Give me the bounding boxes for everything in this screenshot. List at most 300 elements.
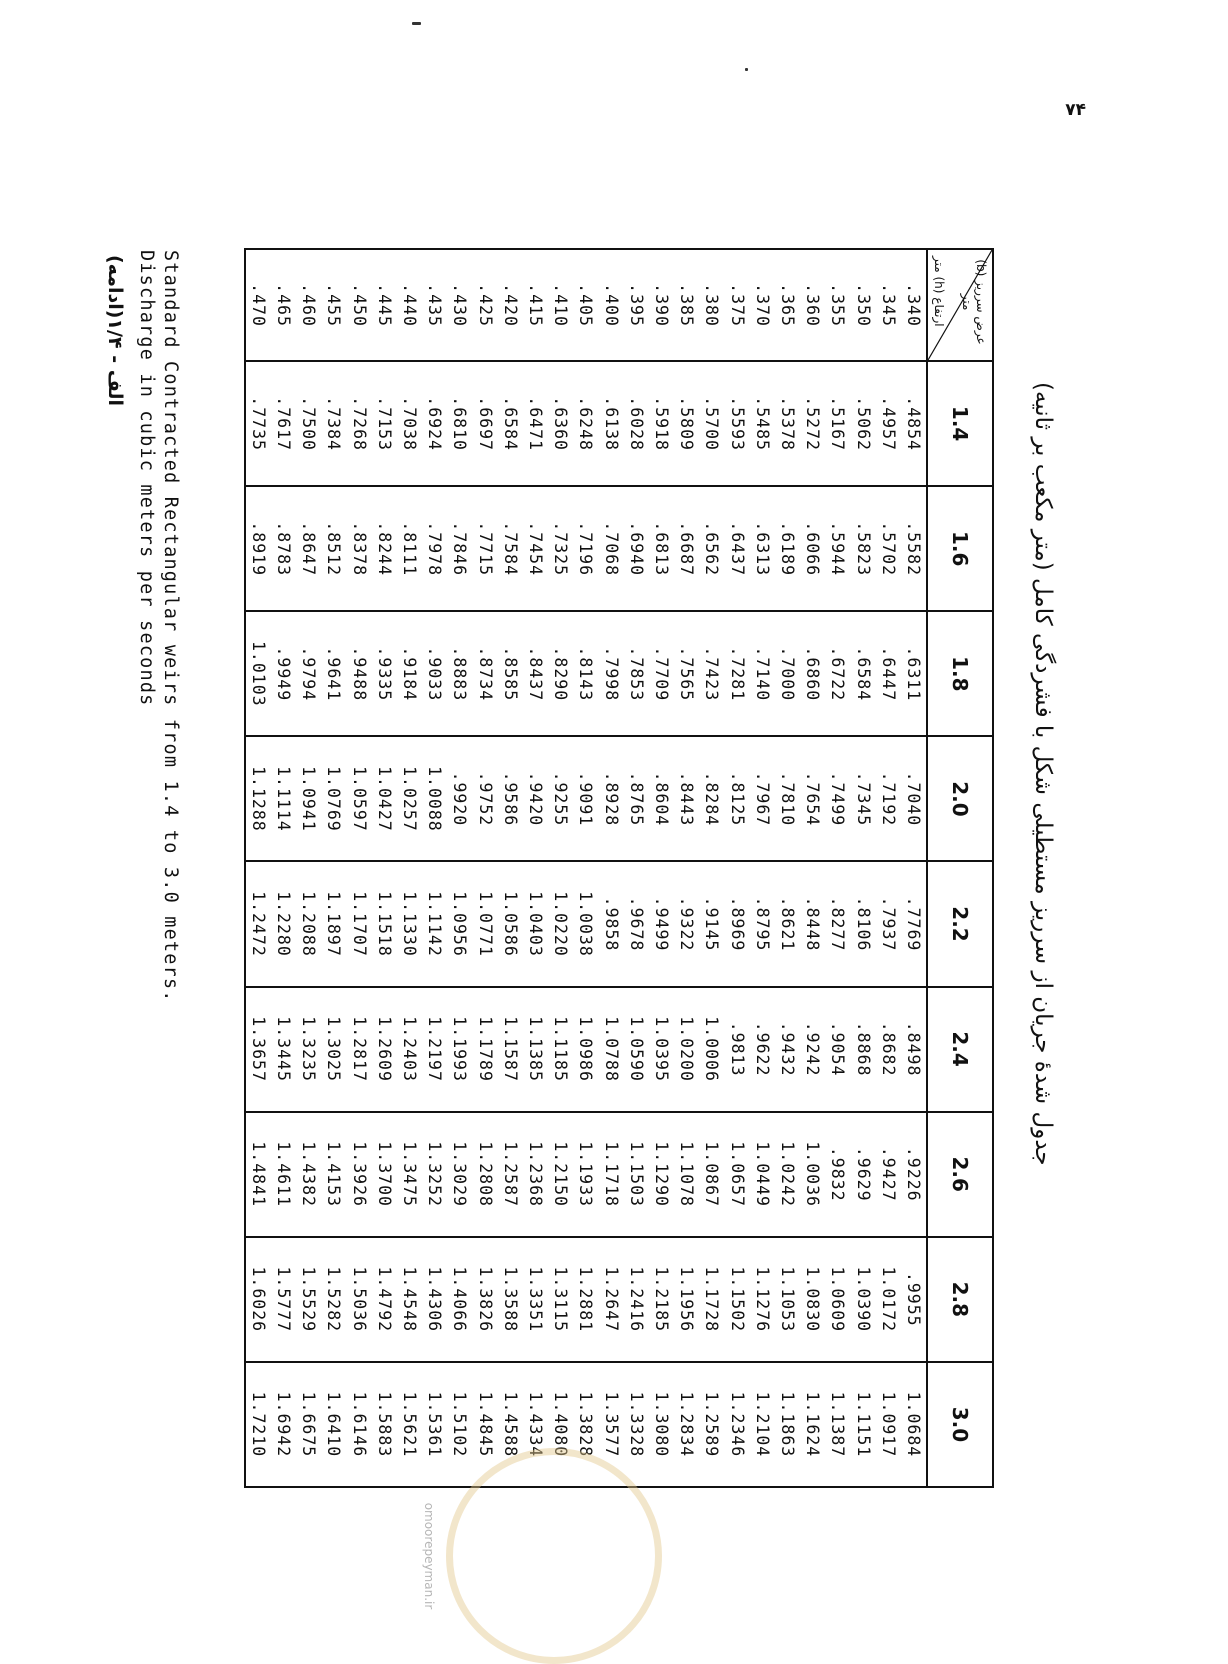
height-cell: .420 (498, 249, 523, 361)
discharge-cell: .8604 (649, 736, 674, 861)
discharge-cell: 1.2589 (699, 1362, 724, 1487)
column-header: 2.2 (927, 861, 993, 986)
discharge-cell: .8125 (724, 736, 749, 861)
caption-line-2: Discharge in cubic meters per seconds (136, 250, 157, 707)
height-cell: .400 (598, 249, 623, 361)
discharge-cell: 1.1502 (724, 1237, 749, 1362)
discharge-cell: 1.2368 (523, 1112, 548, 1237)
discharge-cell: 1.3588 (498, 1237, 523, 1362)
discharge-cell: 1.6942 (271, 1362, 296, 1487)
discharge-cell: 1.5883 (372, 1362, 397, 1487)
discharge-cell: .7454 (523, 486, 548, 611)
discharge-cell: .8585 (498, 611, 523, 736)
discharge-cell: .6066 (800, 486, 825, 611)
table-row (422, 249, 447, 1487)
discharge-cell: 1.3657 (245, 987, 271, 1112)
discharge-cell: .9678 (624, 861, 649, 986)
height-cell: .455 (321, 249, 346, 361)
discharge-cell: .7325 (548, 486, 573, 611)
discharge-cell: .7140 (750, 611, 775, 736)
table-body (245, 249, 927, 1487)
discharge-cell: .9858 (598, 861, 623, 986)
discharge-cell: 1.3080 (649, 1362, 674, 1487)
discharge-cell: .5378 (775, 361, 800, 486)
table-row (825, 249, 850, 1487)
discharge-cell: 1.7210 (245, 1362, 271, 1487)
discharge-cell: 1.0597 (346, 736, 371, 861)
discharge-cell: 1.2834 (674, 1362, 699, 1487)
discharge-cell: .6447 (876, 611, 901, 736)
discharge-cell: .9432 (775, 987, 800, 1112)
discharge-cell: .9091 (573, 736, 598, 861)
discharge-cell: 1.0103 (245, 611, 271, 736)
discharge-cell: .9752 (472, 736, 497, 861)
discharge-cell: 1.2587 (498, 1112, 523, 1237)
column-header: 3.0 (927, 1362, 993, 1487)
discharge-cell: 1.5621 (397, 1362, 422, 1487)
discharge-cell: 1.1330 (397, 861, 422, 986)
discharge-cell: .8378 (346, 486, 371, 611)
discharge-cell: 1.3577 (598, 1362, 623, 1487)
english-caption (134, 250, 182, 1003)
table-row (372, 249, 397, 1487)
table-row (901, 249, 927, 1487)
discharge-cell: .7500 (296, 361, 321, 486)
discharge-cell: 1.1933 (573, 1112, 598, 1237)
table-row (598, 249, 623, 1487)
discharge-cell: .8783 (271, 486, 296, 611)
discharge-cell: 1.4845 (472, 1362, 497, 1487)
discharge-cell: 1.0684 (901, 1362, 927, 1487)
discharge-cell: .5823 (850, 486, 875, 611)
discharge-cell: 1.0830 (800, 1237, 825, 1362)
height-cell: .355 (825, 249, 850, 361)
discharge-cell: .7565 (674, 611, 699, 736)
discharge-cell: .5167 (825, 361, 850, 486)
discharge-cell: .9145 (699, 861, 724, 986)
scan-speck (412, 22, 421, 25)
discharge-cell: 1.0038 (573, 861, 598, 986)
table-row (397, 249, 422, 1487)
table-row (573, 249, 598, 1487)
discharge-cell: 1.0036 (800, 1112, 825, 1237)
discharge-cell: .6687 (674, 486, 699, 611)
discharge-cell: 1.3828 (573, 1362, 598, 1487)
discharge-cell: 1.0586 (498, 861, 523, 986)
discharge-cell: .8448 (800, 861, 825, 986)
discharge-cell: .9255 (548, 736, 573, 861)
discharge-cell: .9949 (271, 611, 296, 736)
height-cell: .440 (397, 249, 422, 361)
discharge-cell: 1.0088 (422, 736, 447, 861)
header-row (927, 249, 993, 1487)
discharge-cell: 1.0403 (523, 861, 548, 986)
height-cell: .465 (271, 249, 296, 361)
discharge-cell: 1.0006 (699, 987, 724, 1112)
discharge-cell: 1.0956 (447, 861, 472, 986)
height-cell: .395 (624, 249, 649, 361)
discharge-cell: .8969 (724, 861, 749, 986)
discharge-cell: 1.1518 (372, 861, 397, 986)
discharge-cell: 1.0788 (598, 987, 623, 1112)
discharge-cell: .7068 (598, 486, 623, 611)
discharge-cell: .5272 (800, 361, 825, 486)
discharge-cell: 1.1078 (674, 1112, 699, 1237)
discharge-cell: 1.1053 (775, 1237, 800, 1362)
discharge-cell: 1.5102 (447, 1362, 472, 1487)
discharge-cell: .7000 (775, 611, 800, 736)
discharge-cell: 1.1863 (775, 1362, 800, 1487)
column-header: 1.6 (927, 486, 993, 611)
discharge-cell: 1.3115 (548, 1237, 573, 1362)
discharge-cell: 1.2609 (372, 987, 397, 1112)
discharge-cell: 1.4306 (422, 1237, 447, 1362)
discharge-cell: .9322 (674, 861, 699, 986)
discharge-cell: .7268 (346, 361, 371, 486)
table-row (271, 249, 296, 1487)
discharge-cell: .5485 (750, 361, 775, 486)
discharge-cell: .6722 (825, 611, 850, 736)
table-row (674, 249, 699, 1487)
height-cell: .430 (447, 249, 472, 361)
discharge-cell: .5702 (876, 486, 901, 611)
discharge-cell: .7853 (624, 611, 649, 736)
discharge-cell: .6248 (573, 361, 598, 486)
discharge-cell: 1.0200 (674, 987, 699, 1112)
height-cell: .380 (699, 249, 724, 361)
column-header: 2.4 (927, 987, 993, 1112)
discharge-cell: 1.2280 (271, 861, 296, 986)
discharge-cell: .8498 (901, 987, 927, 1112)
discharge-cell: .6924 (422, 361, 447, 486)
discharge-cell: .8284 (699, 736, 724, 861)
discharge-cell: .9499 (649, 861, 674, 986)
discharge-cell: 1.1387 (825, 1362, 850, 1487)
height-cell: .350 (850, 249, 875, 361)
rotated-table-frame (84, 240, 1064, 1610)
discharge-cell: .7423 (699, 611, 724, 736)
discharge-cell: .8143 (573, 611, 598, 736)
watermark-seal (446, 1448, 662, 1664)
discharge-cell: 1.0172 (876, 1237, 901, 1362)
discharge-cell: .7196 (573, 486, 598, 611)
discharge-cell: .4957 (876, 361, 901, 486)
discharge-cell: .8512 (321, 486, 346, 611)
height-cell: .370 (750, 249, 775, 361)
discharge-cell: 1.2817 (346, 987, 371, 1112)
discharge-cell: 1.3328 (624, 1362, 649, 1487)
discharge-cell: .8244 (372, 486, 397, 611)
discharge-cell: 1.2185 (649, 1237, 674, 1362)
height-cell: .390 (649, 249, 674, 361)
discharge-cell: .8106 (850, 861, 875, 986)
discharge-cell: 1.2472 (245, 861, 271, 986)
height-cell: .450 (346, 249, 371, 361)
discharge-cell: .9794 (296, 611, 321, 736)
discharge-cell: .9641 (321, 611, 346, 736)
height-cell: .435 (422, 249, 447, 361)
discharge-cell: 1.4080 (548, 1362, 573, 1487)
discharge-cell: 1.1587 (498, 987, 523, 1112)
discharge-cell: .7584 (498, 486, 523, 611)
discharge-cell: .7040 (901, 736, 927, 861)
discharge-cell: .8437 (523, 611, 548, 736)
table-row (649, 249, 674, 1487)
discharge-cell: .6940 (624, 486, 649, 611)
discharge-cell: 1.0257 (397, 736, 422, 861)
discharge-cell: .7345 (850, 736, 875, 861)
discharge-cell: 1.3235 (296, 987, 321, 1112)
discharge-cell: .8111 (397, 486, 422, 611)
discharge-cell: 1.2197 (422, 987, 447, 1112)
page-number: ۷۴ (1065, 100, 1086, 120)
discharge-cell: .5918 (649, 361, 674, 486)
discharge-cell: .9629 (850, 1112, 875, 1237)
discharge-cell: 1.1503 (624, 1112, 649, 1237)
discharge-cell: .8443 (674, 736, 699, 861)
discharge-cell: .8919 (245, 486, 271, 611)
discharge-cell: 1.4792 (372, 1237, 397, 1362)
discharge-cell: 1.1956 (674, 1237, 699, 1362)
discharge-cell: .8621 (775, 861, 800, 986)
column-header: 2.6 (927, 1112, 993, 1237)
height-label: ارتفاع (h) متر (932, 256, 946, 327)
discharge-cell: 1.0427 (372, 736, 397, 861)
discharge-cell: 1.3025 (321, 987, 346, 1112)
discharge-cell: 1.2647 (598, 1237, 623, 1362)
watermark-text: omoorepeyman.ir (422, 1502, 436, 1610)
discharge-cell: 1.4611 (271, 1112, 296, 1237)
height-cell: .460 (296, 249, 321, 361)
table-row (346, 249, 371, 1487)
discharge-cell: 1.3351 (523, 1237, 548, 1362)
discharge-cell: .7735 (245, 361, 271, 486)
column-header: 1.8 (927, 611, 993, 736)
discharge-cell: .7978 (422, 486, 447, 611)
discharge-cell: .8290 (548, 611, 573, 736)
table-row (624, 249, 649, 1487)
table-row (498, 249, 523, 1487)
discharge-cell: .8795 (750, 861, 775, 986)
discharge-cell: 1.0867 (699, 1112, 724, 1237)
discharge-cell: .7967 (750, 736, 775, 861)
discharge-cell: .7715 (472, 486, 497, 611)
discharge-cell: 1.0986 (573, 987, 598, 1112)
discharge-cell: 1.1288 (245, 736, 271, 861)
discharge-cell: 1.1185 (548, 987, 573, 1112)
discharge-cell: .7937 (876, 861, 901, 986)
discharge-cell: .9488 (346, 611, 371, 736)
discharge-cell: .9033 (422, 611, 447, 736)
table-row (296, 249, 321, 1487)
discharge-cell: 1.5282 (321, 1237, 346, 1362)
discharge-cell: .8277 (825, 861, 850, 986)
discharge-cell: .7281 (724, 611, 749, 736)
discharge-cell: .8682 (876, 987, 901, 1112)
discharge-cell: 1.1897 (321, 861, 346, 986)
discharge-cell: 1.0771 (472, 861, 497, 986)
height-cell: .415 (523, 249, 548, 361)
height-cell: .365 (775, 249, 800, 361)
height-cell: .405 (573, 249, 598, 361)
discharge-cell: 1.2088 (296, 861, 321, 986)
height-cell: .340 (901, 249, 927, 361)
height-cell: .470 (245, 249, 271, 361)
table-row (850, 249, 875, 1487)
discharge-cell: 1.3700 (372, 1112, 397, 1237)
caption-line-1: Standard Contracted Rectangular weirs from 1.4 to 3.0 meters. (160, 250, 181, 1003)
discharge-cell: .6584 (850, 611, 875, 736)
table-row (472, 249, 497, 1487)
discharge-cell: .9054 (825, 987, 850, 1112)
discharge-cell: .6860 (800, 611, 825, 736)
discharge-cell: 1.4548 (397, 1237, 422, 1362)
discharge-cell: .6138 (598, 361, 623, 486)
discharge-cell: 1.0609 (825, 1237, 850, 1362)
discharge-cell: .5700 (699, 361, 724, 486)
discharge-cell: 1.6410 (321, 1362, 346, 1487)
discharge-cell: 1.0657 (724, 1112, 749, 1237)
discharge-cell: .5582 (901, 486, 927, 611)
discharge-cell: .7709 (649, 611, 674, 736)
discharge-cell: .9420 (523, 736, 548, 861)
discharge-cell: 1.1276 (750, 1237, 775, 1362)
discharge-cell: .9622 (750, 987, 775, 1112)
discharge-cell: 1.6146 (346, 1362, 371, 1487)
discharge-cell: 1.1385 (523, 987, 548, 1112)
discharge-cell: .9335 (372, 611, 397, 736)
discharge-cell: .7846 (447, 486, 472, 611)
discharge-cell: .6311 (901, 611, 927, 736)
discharge-cell: .9813 (724, 987, 749, 1112)
discharge-cell: .7654 (800, 736, 825, 861)
discharge-cell: .9586 (498, 736, 523, 861)
height-cell: .385 (674, 249, 699, 361)
discharge-cell: .7153 (372, 361, 397, 486)
corner-header (927, 249, 993, 361)
discharge-cell: 1.0449 (750, 1112, 775, 1237)
discharge-cell: 1.2346 (724, 1362, 749, 1487)
discharge-cell: .4854 (901, 361, 927, 486)
discharge-cell: .7998 (598, 611, 623, 736)
discharge-cell: 1.6026 (245, 1237, 271, 1362)
discharge-cell: 1.1114 (271, 736, 296, 861)
height-cell: .445 (372, 249, 397, 361)
discharge-cell: 1.0390 (850, 1237, 875, 1362)
discharge-cell: .7192 (876, 736, 901, 861)
table-row (724, 249, 749, 1487)
table-row (800, 249, 825, 1487)
discharge-cell: .8647 (296, 486, 321, 611)
table-row (548, 249, 573, 1487)
discharge-cell: 1.1789 (472, 987, 497, 1112)
discharge-cell: .8928 (598, 736, 623, 861)
discharge-cell: 1.4334 (523, 1362, 548, 1487)
discharge-cell: 1.4153 (321, 1112, 346, 1237)
discharge-cell: .9427 (876, 1112, 901, 1237)
discharge-cell: .9955 (901, 1237, 927, 1362)
height-cell: .360 (800, 249, 825, 361)
discharge-cell: 1.2416 (624, 1237, 649, 1362)
discharge-cell: 1.1142 (422, 861, 447, 986)
discharge-cell: 1.4841 (245, 1112, 271, 1237)
scan-speck (745, 68, 748, 71)
discharge-cell: .6471 (523, 361, 548, 486)
discharge-cell: 1.5777 (271, 1237, 296, 1362)
discharge-cell: 1.1290 (649, 1112, 674, 1237)
discharge-table (244, 248, 994, 1488)
discharge-cell: 1.2150 (548, 1112, 573, 1237)
discharge-cell: .6810 (447, 361, 472, 486)
discharge-cell: .5944 (825, 486, 850, 611)
table-row (321, 249, 346, 1487)
discharge-cell: 1.3252 (422, 1112, 447, 1237)
discharge-cell: 1.4066 (447, 1237, 472, 1362)
table-title: جدول شدهٔ جریان از سرریز مستطیلی شکل با فشردگی کامل (متر مکعب بر ثانیه) (1030, 382, 1056, 1166)
discharge-cell: .9920 (447, 736, 472, 861)
table-row (523, 249, 548, 1487)
discharge-cell: 1.1707 (346, 861, 371, 986)
discharge-cell: 1.3826 (472, 1237, 497, 1362)
column-header: 2.0 (927, 736, 993, 861)
discharge-cell: 1.0395 (649, 987, 674, 1112)
discharge-cell: .6584 (498, 361, 523, 486)
discharge-cell: 1.0590 (624, 987, 649, 1112)
discharge-cell: 1.6675 (296, 1362, 321, 1487)
table-row (699, 249, 724, 1487)
discharge-cell: .6360 (548, 361, 573, 486)
discharge-cell: 1.5036 (346, 1237, 371, 1362)
discharge-cell: 1.4588 (498, 1362, 523, 1487)
height-cell: .375 (724, 249, 749, 361)
discharge-cell: .9226 (901, 1112, 927, 1237)
discharge-cell: 1.1728 (699, 1237, 724, 1362)
discharge-cell: .6562 (699, 486, 724, 611)
discharge-cell: 1.3445 (271, 987, 296, 1112)
discharge-cell: 1.3926 (346, 1112, 371, 1237)
discharge-cell: .7617 (271, 361, 296, 486)
discharge-cell: 1.0220 (548, 861, 573, 986)
discharge-cell: .8734 (472, 611, 497, 736)
discharge-cell: .7384 (321, 361, 346, 486)
discharge-cell: 1.1151 (850, 1362, 875, 1487)
discharge-cell: 1.0941 (296, 736, 321, 861)
discharge-cell: 1.5529 (296, 1237, 321, 1362)
discharge-cell: 1.0769 (321, 736, 346, 861)
discharge-cell: .5809 (674, 361, 699, 486)
table-row (750, 249, 775, 1487)
discharge-cell: .7038 (397, 361, 422, 486)
discharge-cell: .7810 (775, 736, 800, 861)
height-cell: .425 (472, 249, 497, 361)
discharge-cell: .6313 (750, 486, 775, 611)
discharge-cell: .8765 (624, 736, 649, 861)
discharge-cell: .6697 (472, 361, 497, 486)
discharge-cell: 1.1718 (598, 1112, 623, 1237)
discharge-cell: 1.2403 (397, 987, 422, 1112)
column-header: 1.4 (927, 361, 993, 486)
discharge-cell: .5593 (724, 361, 749, 486)
discharge-cell: .9242 (800, 987, 825, 1112)
discharge-cell: .6813 (649, 486, 674, 611)
discharge-cell: .9184 (397, 611, 422, 736)
discharge-cell: 1.1993 (447, 987, 472, 1112)
discharge-cell: .8883 (447, 611, 472, 736)
discharge-cell: .6028 (624, 361, 649, 486)
discharge-cell: 1.5361 (422, 1362, 447, 1487)
discharge-cell: .8868 (850, 987, 875, 1112)
discharge-cell: 1.1624 (800, 1362, 825, 1487)
